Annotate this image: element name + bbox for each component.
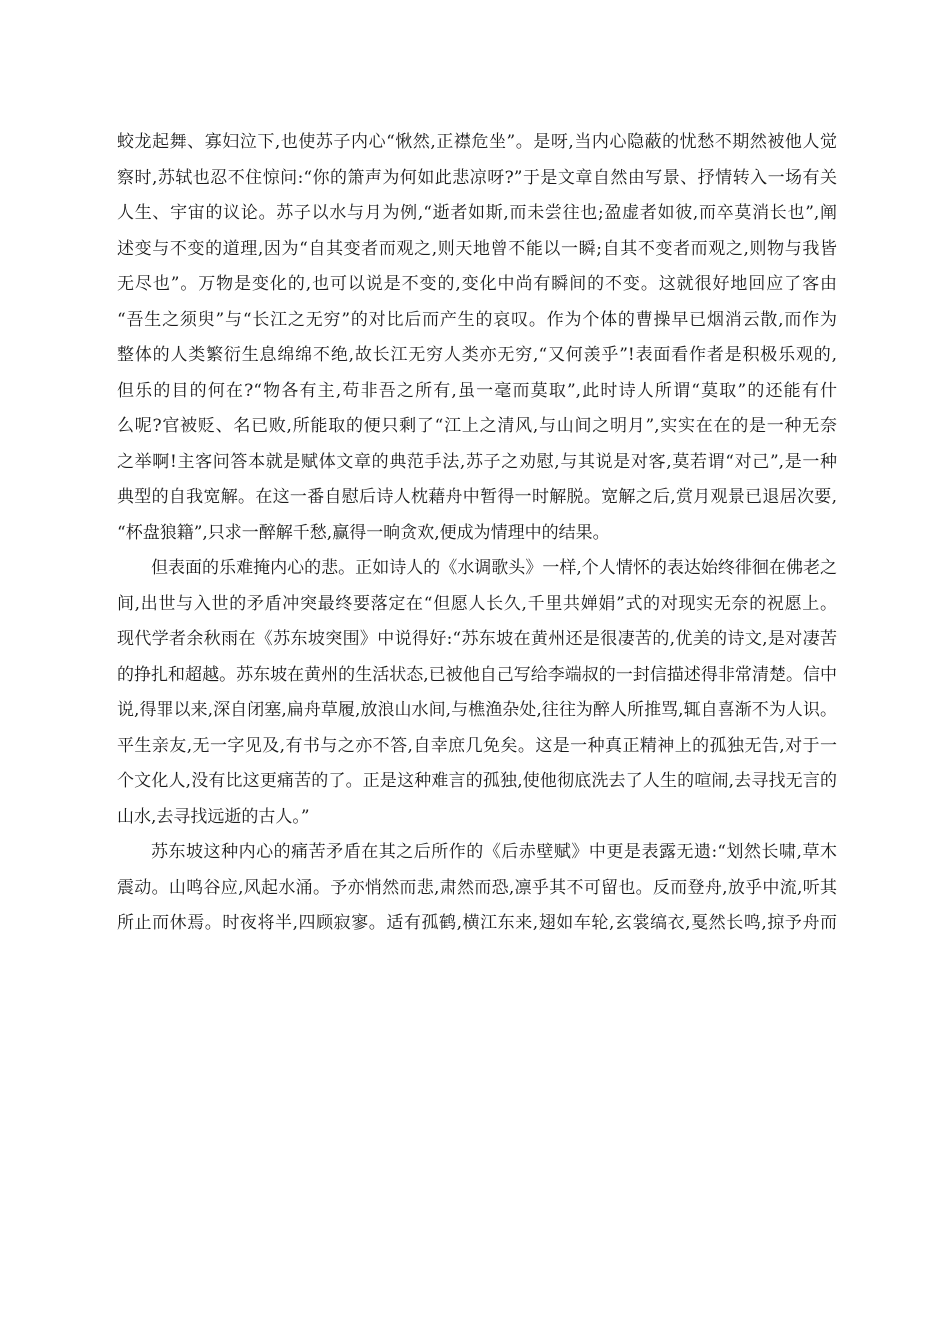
text-line: 说,得罪以来,深自闭塞,扁舟草履,放浪山水间,与樵渔杂处,往往为醉人所推骂,辄自喜渐不为人识。 [117,700,837,720]
text-line: 但乐的目的何在?“物各有主,苟非吾之所有,虽一毫而莫取”,此时诗人所谓“莫取”的还能有什 [117,380,837,401]
text-line: 现代学者余秋雨在《苏东坡突围》中说得好:“苏东坡在黄州还是很凄苦的,优美的诗文,是对凄苦 [117,629,837,649]
paragraph-end-line: “杯盘狼籍”,只求一醉解千愁,赢得一晌贪欢,便成为情理中的结果。 [117,522,610,543]
text-line: “吾生之须臾”与“长江之无穷”的对比后而产生的哀叹。作为个体的曹操早已烟消云散,而作为 [117,309,837,330]
text-line: 间,出世与入世的矛盾冲突最终要落定在“但愿人长久,千里共婵娟”式的对现实无奈的祝愿上。 [117,593,837,614]
text-line: 述变与不变的道理,因为“自其变者而观之,则天地曾不能以一瞬;自其不变者而观之,则物与我皆 [117,238,837,259]
text-line: 个文化人,没有比这更痛苦的了。正是这种难言的孤独,使他彻底洗去了人生的喧闹,去寻找无言的 [117,771,837,791]
text-line: 所止而休焉。时夜将半,四顾寂寥。适有孤鹤,横江东来,翅如车轮,玄裳缟衣,戛然长鸣,掠予舟而 [117,913,837,933]
text-line: 么呢?官被贬、名已败,所能取的便只剩了“江上之清风,与山间之明月”,实实在在的是一种无奈 [117,416,837,436]
text-line: 人生、宇宙的议论。苏子以水与月为例,“逝者如斯,而未尝往也;盈虚者如彼,而卒莫消长也”,阐 [117,203,837,223]
text-line: 蛟龙起舞、寡妇泣下,也使苏子内心“愀然,正襟危坐”。是呀,当内心隐蔽的忧愁不期然被他人觉 [117,132,837,152]
text-line: 无尽也”。万物是变化的,也可以说是不变的,变化中尚有瞬间的不变。这就很好地回应了客由 [117,274,837,294]
text-line: 的挣扎和超越。苏东坡在黄州的生活状态,已被他自己写给李端叔的一封信描述得非常清楚。信中 [117,664,837,685]
text-line: 察时,苏轼也忍不住惊问:“你的箫声为何如此悲凉呀?”于是文章自然由写景、抒情转入一场有关 [117,167,837,188]
text-line: 整体的人类繁衍生息绵绵不绝,故长江无穷人类亦无穷,“又何羡乎”!表面看作者是积极乐观的, [117,345,837,365]
paragraph-start-line: 苏东坡这种内心的痛苦矛盾在其之后所作的《后赤壁赋》中更是表露无遗:“划然长啸,草木 [151,842,837,862]
text-line: 之举啊!主客问答本就是赋体文章的典范手法,苏子之劝慰,与其说是对客,莫若谓“对己”,是一种 [117,451,837,472]
paragraph-end-line: 山水,去寻找远逝的古人。” [117,806,310,827]
text-line: 典型的自我宽解。在这一番自慰后诗人枕藉舟中暂得一时解脱。宽解之后,赏月观景已退居次要, [117,487,837,507]
text-line: 震动。山鸣谷应,风起水涌。予亦悄然而悲,肃然而恐,凛乎其不可留也。反而登舟,放乎中流,听其 [117,877,837,898]
paragraph-start-line: 但表面的乐难掩内心的悲。正如诗人的《水调歌头》一样,个人情怀的表达始终徘徊在佛老之 [151,558,837,578]
essay-body [117,125,837,942]
text-line: 平生亲友,无一字见及,有书与之亦不答,自幸庶几免矣。这是一种真正精神上的孤独无告,对于一 [117,735,837,756]
